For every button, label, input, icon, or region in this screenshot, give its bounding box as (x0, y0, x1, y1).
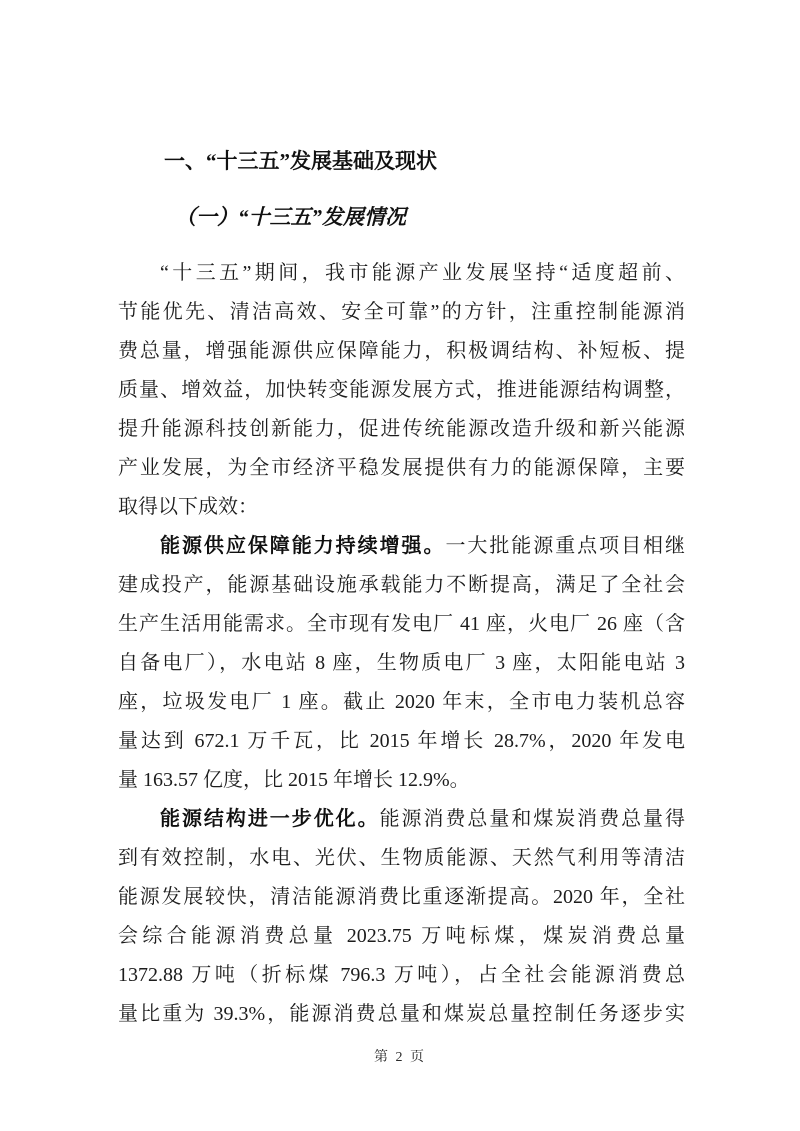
bold-lead-in: 能源结构进一步优化。 (160, 808, 380, 830)
text-line: 座，垃圾发电厂 1 座。截止 2020 年末，全市电力装机总容 (118, 691, 685, 713)
text-line: 会综合能源消费总量 2023.75 万吨标煤，煤炭消费总量 (118, 925, 685, 947)
text-line: 建成投产，能源基础设施承载能力不断提高，满足了全社会 (118, 574, 685, 596)
text-line: “十三五”期间，我市能源产业发展坚持“适度超前、 (160, 262, 685, 284)
text-line: 量 163.57 亿度，比 2015 年增长 12.9%。 (118, 769, 470, 791)
text-line: 能源结构进一步优化。能源消费总量和煤炭消费总量得 (160, 808, 685, 830)
text-line: 节能优先、清洁高效、安全可靠”的方针，注重控制能源消 (118, 301, 685, 323)
text-line: 费总量，增强能源供应保障能力，积极调结构、补短板、提 (118, 340, 685, 362)
bold-lead-in: 能源供应保障能力持续增强。 (160, 535, 446, 557)
body-text (118, 254, 685, 1034)
text-line: 质量、增效益，加快转变能源发展方式，推进能源结构调整， (118, 379, 685, 401)
text-line: 量达到 672.1 万千瓦，比 2015 年增长 28.7%，2020 年发电 (118, 730, 685, 752)
subsection-heading: （一）“十三五”发展情况 (175, 205, 406, 229)
text-line: 提升能源科技创新能力，促进传统能源改造升级和新兴能源 (118, 418, 685, 440)
section-heading: 一、“十三五”发展基础及现状 (164, 149, 437, 173)
page-content (118, 150, 685, 1034)
text-line: 生产生活用能需求。全市现有发电厂 41 座，火电厂 26 座（含 (118, 613, 685, 635)
text-line: 能源供应保障能力持续增强。一大批能源重点项目相继 (160, 535, 685, 557)
text-line: 取得以下成效： (118, 496, 258, 518)
paragraph (118, 254, 685, 527)
paragraph (118, 800, 685, 1034)
page-number: 第 2 页 (374, 1050, 426, 1065)
text-line: 能源发展较快，清洁能源消费比重逐渐提高。2020 年，全社 (118, 886, 685, 908)
paragraph (118, 527, 685, 800)
text-line: 到有效控制，水电、光伏、生物质能源、天然气利用等清洁 (118, 847, 685, 869)
text-line: 自备电厂），水电站 8 座，生物质电厂 3 座，太阳能电站 3 (118, 652, 685, 674)
text-line: 产业发展，为全市经济平稳发展提供有力的能源保障，主要 (118, 457, 685, 479)
text-line: 量比重为 39.3%，能源消费总量和煤炭总量控制任务逐步实 (118, 1003, 685, 1025)
text-line: 1372.88 万吨（折标煤 796.3 万吨），占全社会能源消费总 (118, 964, 685, 986)
